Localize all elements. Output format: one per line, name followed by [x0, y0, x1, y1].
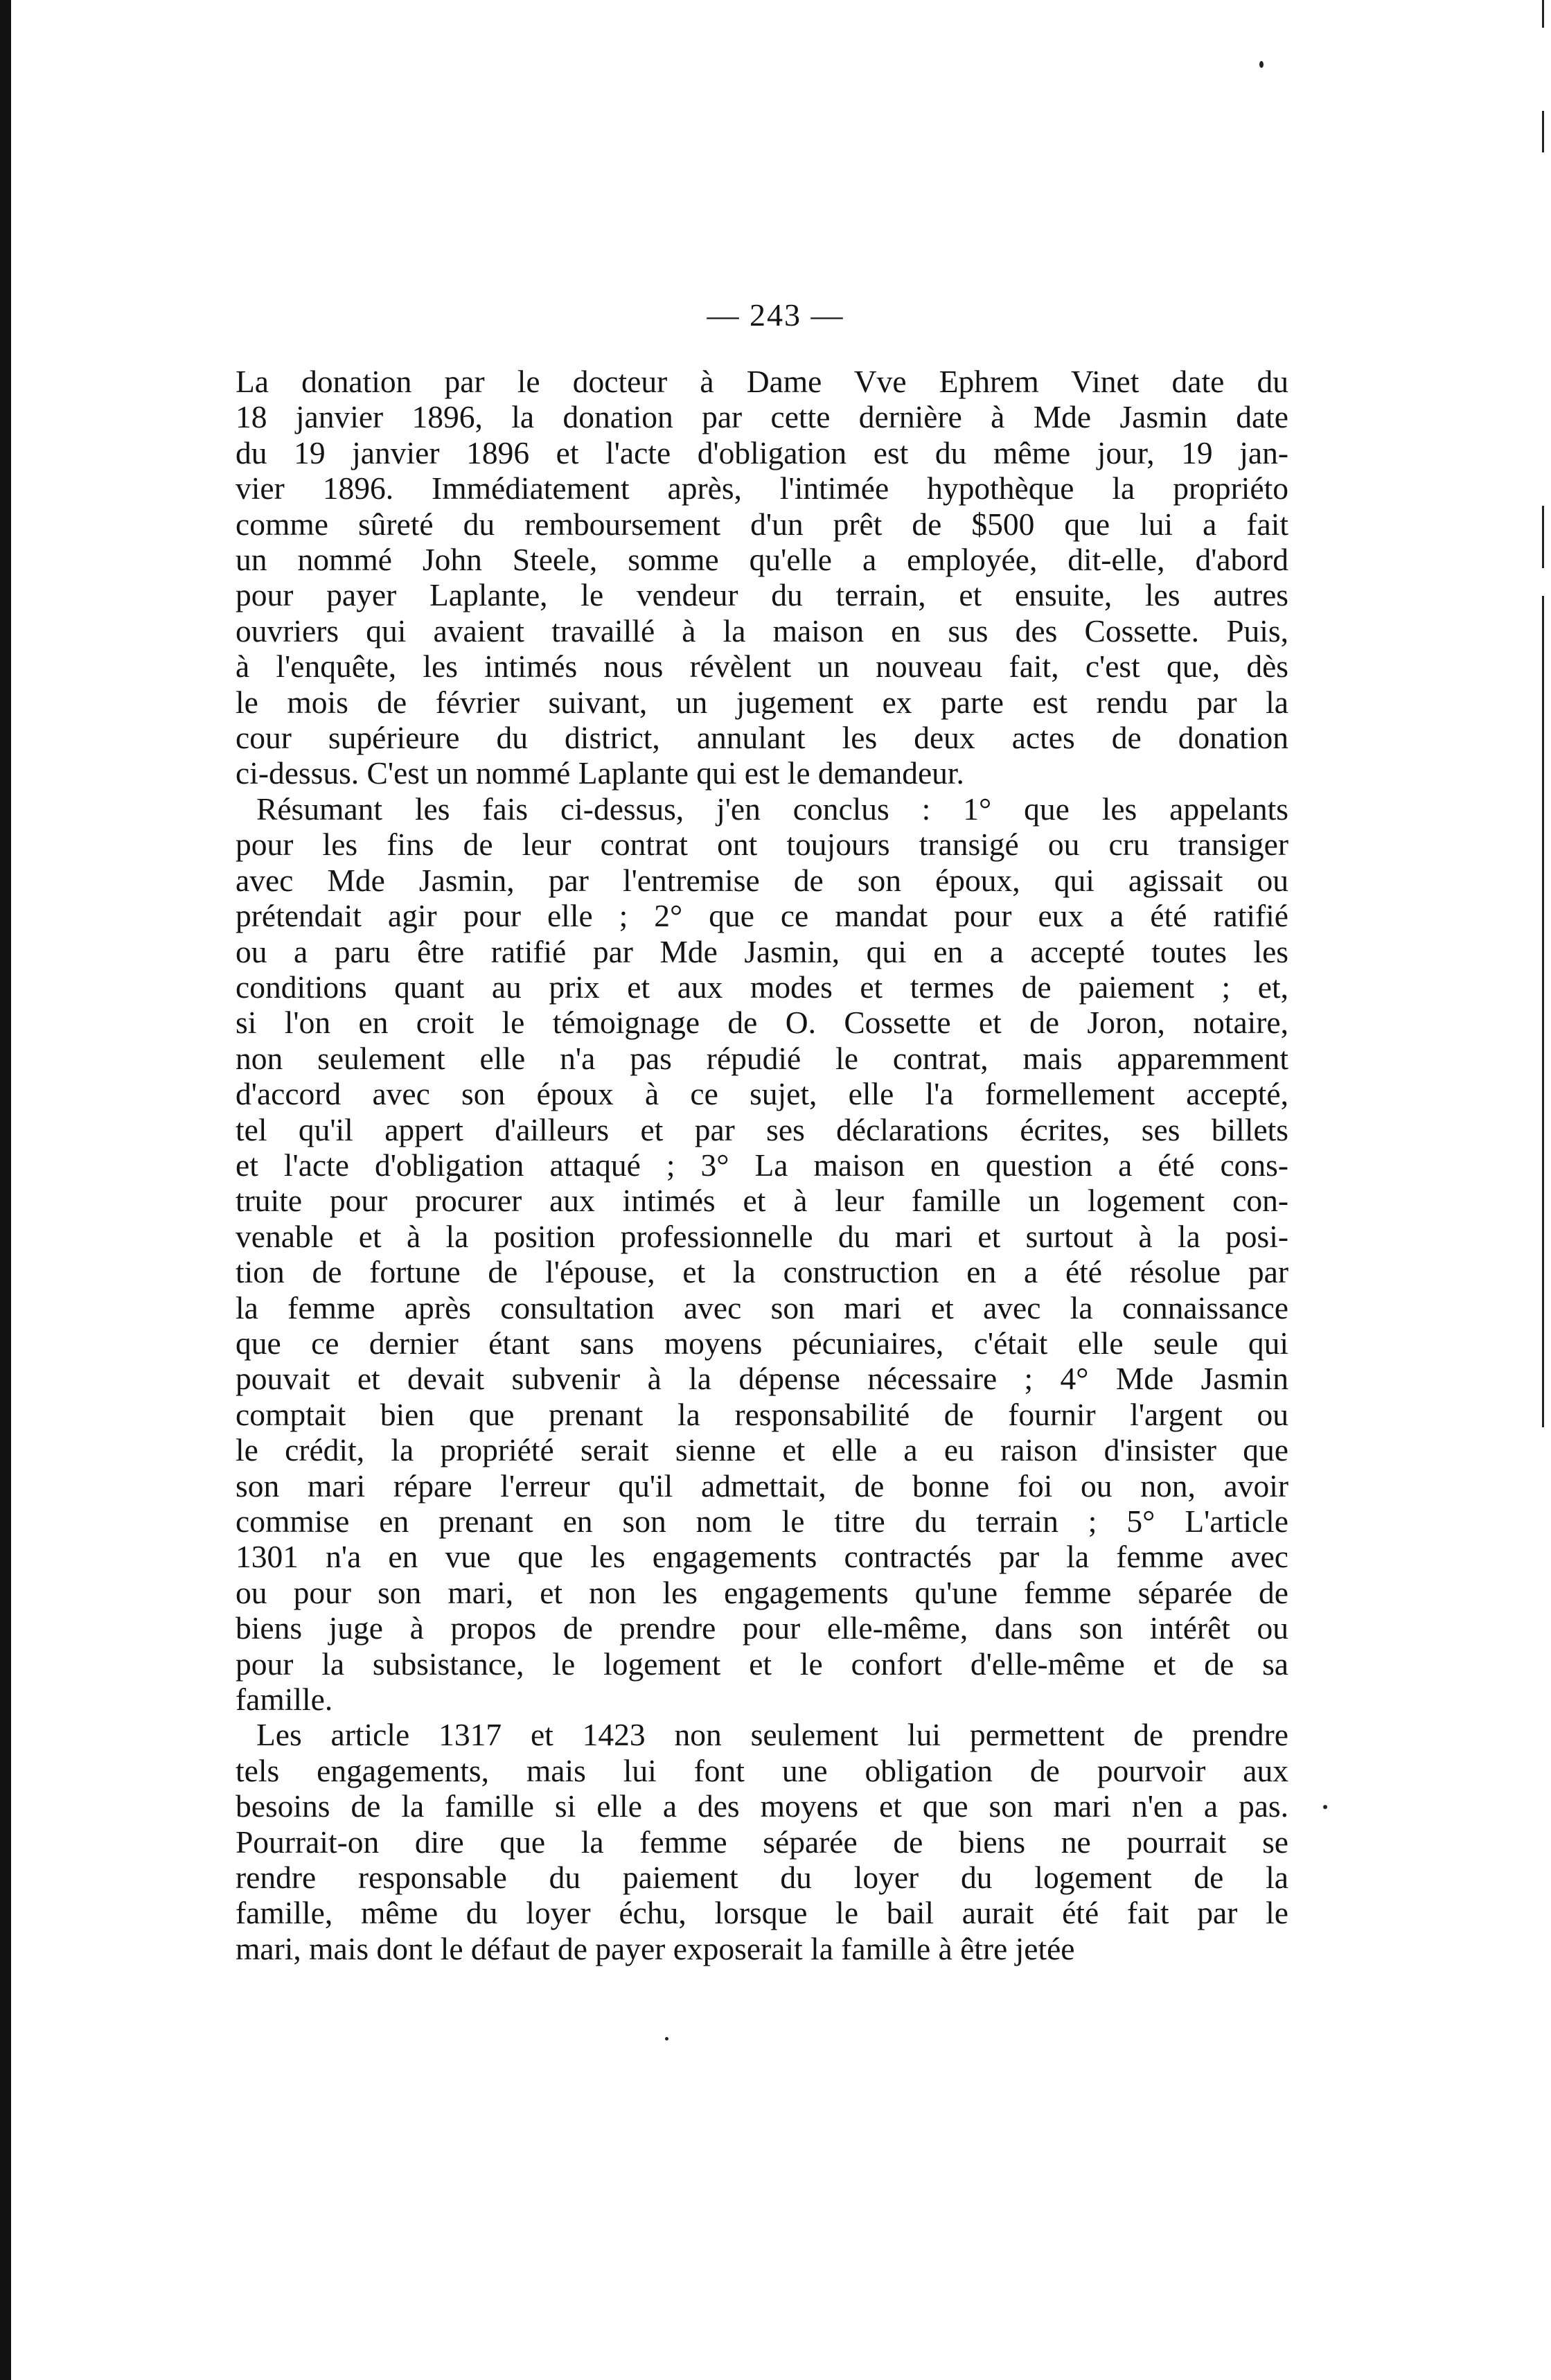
- text-line: ou pour son mari, et non les engagements qu'une femme séparée de: [236, 1574, 1288, 1610]
- text-line: tel qu'il appert d'ailleurs et par ses déclarations écrites, ses billets: [236, 1111, 1288, 1147]
- text-line: 18 janvier 1896, la donation par cette dernière à Mde Jasmin date: [236, 399, 1288, 435]
- text-line: son mari répare l'erreur qu'il admettait, de bonne foi ou non, avoir: [236, 1467, 1288, 1504]
- scan-border-right-3: [1542, 506, 1544, 568]
- text-line: Pourrait-on dire que la femme séparée de biens ne pourrait se: [236, 1824, 1288, 1860]
- text-line: non seulement elle n'a pas répudié le contrat, mais apparemment: [236, 1040, 1288, 1076]
- scan-speck: [665, 2037, 668, 2040]
- text-line: truite pour procurer aux intimés et à leur famille un logement con-: [236, 1183, 1288, 1219]
- scan-border-left: [0, 0, 11, 2380]
- text-line: cour supérieure du district, annulant les deux actes de donation: [236, 720, 1288, 756]
- page-number: — 243 —: [707, 297, 844, 333]
- text-line: d'accord avec son époux à ce sujet, elle l'a formellement accepté,: [236, 1076, 1288, 1112]
- text-line: famille.: [236, 1682, 333, 1718]
- text-line: un nommé John Steele, somme qu'elle a employée, dit-elle, d'abord: [236, 542, 1288, 578]
- text-line: venable et à la position professionnelle du mari et surtout à la posi-: [236, 1218, 1288, 1254]
- text-line: et l'acte d'obligation attaqué ; 3° La maison en question a été cons-: [236, 1147, 1288, 1183]
- text-line: pour payer Laplante, le vendeur du terrain, et ensuite, les autres: [236, 577, 1288, 613]
- text-line: mari, mais dont le défaut de payer exposerait la famille à être jetée: [236, 1930, 1075, 1966]
- paragraph-2: [236, 791, 1288, 1718]
- text-line: ou a paru être ratifié par Mde Jasmin, qui en a accepté toutes les: [236, 933, 1288, 969]
- text-line: besoins de la famille si elle a des moyens et que son mari n'en a pas.: [236, 1788, 1288, 1824]
- text-line: Résumant les fais ci-dessus, j'en conclus : 1° que les appelants: [256, 791, 1288, 827]
- text-line: ci-dessus. C'est un nommé Laplante qui est le demandeur.: [236, 755, 964, 791]
- text-line: si l'on en croit le témoignage de O. Cossette et de Joron, notaire,: [236, 1005, 1288, 1041]
- body-text: [236, 364, 1288, 1966]
- text-line: la femme après consultation avec son mari et avec la connaissance: [236, 1289, 1288, 1325]
- text-line: à l'enquête, les intimés nous révèlent un nouveau fait, c'est que, dès: [236, 649, 1288, 685]
- text-line: le crédit, la propriété serait sienne et elle a eu raison d'insister que: [236, 1432, 1288, 1468]
- text-line: conditions quant au prix et aux modes et termes de paiement ; et,: [236, 969, 1288, 1005]
- scan-speck: [1259, 61, 1264, 68]
- scan-speck: [1323, 1805, 1327, 1809]
- text-line: commise en prenant en son nom le titre du terrain ; 5° L'article: [236, 1504, 1288, 1539]
- text-line: comptait bien que prenant la responsabilité de fournir l'argent ou: [236, 1396, 1288, 1432]
- text-line: ouvriers qui avaient travaillé à la maison en sus des Cossette. Puis,: [236, 612, 1288, 649]
- text-line: vier 1896. Immédiatement après, l'intimée hypothèque la propriéto: [236, 470, 1288, 506]
- text-line: comme sûreté du remboursement d'un prêt de $500 que lui a fait: [236, 506, 1288, 542]
- text-line: pour les fins de leur contrat ont toujours transigé ou cru transiger: [236, 827, 1288, 863]
- text-line: que ce dernier étant sans moyens pécuniaires, c'était elle seule qui: [236, 1325, 1288, 1361]
- text-line: tion de fortune de l'épouse, et la construction en a été résolue par: [236, 1254, 1288, 1290]
- scan-border-right-4: [1542, 596, 1544, 1427]
- text-line: le mois de février suivant, un jugement ex parte est rendu par la: [236, 684, 1288, 720]
- text-line: biens juge à propos de prendre pour elle-même, dans son intérêt ou: [236, 1610, 1288, 1646]
- text-line: tels engagements, mais lui font une obligation de pourvoir aux: [236, 1752, 1288, 1788]
- scan-border-right-1: [1542, 0, 1544, 28]
- paragraph-3: [236, 1717, 1288, 1966]
- paragraph-1: [236, 364, 1288, 791]
- text-line: 1301 n'a en vue que les engagements contractés par la femme avec: [236, 1539, 1288, 1575]
- text-line: pouvait et devait subvenir à la dépense nécessaire ; 4° Mde Jasmin: [236, 1361, 1288, 1397]
- text-line: rendre responsable du paiement du loyer du logement de la: [236, 1860, 1288, 1896]
- text-line: famille, même du loyer échu, lorsque le bail aurait été fait par le: [236, 1895, 1288, 1931]
- scan-border-right-2: [1542, 111, 1544, 152]
- text-line: prétendait agir pour elle ; 2° que ce mandat pour eux a été ratifié: [236, 898, 1288, 934]
- text-line: pour la subsistance, le logement et le confort d'elle-même et de sa: [236, 1646, 1288, 1682]
- text-line: du 19 janvier 1896 et l'acte d'obligation est du même jour, 19 jan-: [236, 434, 1288, 470]
- text-line: avec Mde Jasmin, par l'entremise de son époux, qui agissait ou: [236, 862, 1288, 898]
- text-line: Les article 1317 et 1423 non seulement lui permettent de prendre: [256, 1717, 1288, 1753]
- text-line: La donation par le docteur à Dame Vve Ephrem Vinet date du: [236, 364, 1288, 399]
